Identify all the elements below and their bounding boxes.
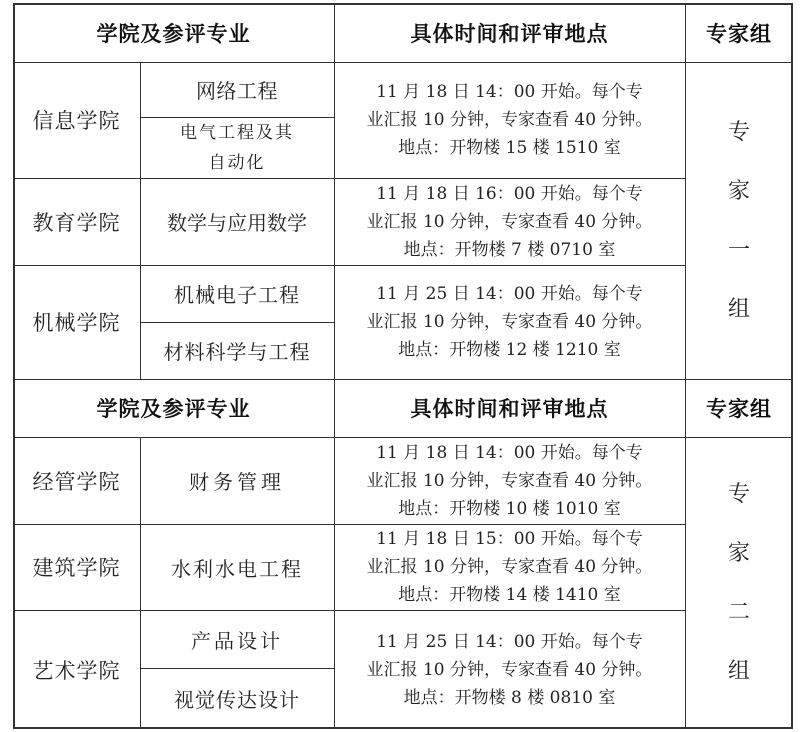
major-name: 机械电子工程 xyxy=(174,283,300,307)
group-char: 家 xyxy=(727,541,750,566)
major-name: 电气工程及其自动化 xyxy=(180,122,294,173)
review-schedule-table xyxy=(13,3,793,729)
header-college-major: 学院及参评专业 xyxy=(96,397,251,421)
college-name: 教育学院 xyxy=(32,210,121,235)
group-char: 组 xyxy=(727,296,750,322)
group-char: 一 xyxy=(727,237,750,263)
schedule-line: 地点：开物楼 12 楼 1210 室 xyxy=(398,340,621,360)
major-name: 财务管理 xyxy=(189,470,285,494)
schedule-line: 11 月 25 日 14：00 开始。每个专 xyxy=(376,284,643,304)
expert-group-one xyxy=(685,62,793,379)
schedule-line: 地点：开物楼 15 楼 1510 室 xyxy=(398,138,621,158)
college-name: 艺术学院 xyxy=(32,658,121,683)
schedule-line: 业汇报 10 分钟，专家查看 40 分钟。 xyxy=(366,470,653,491)
schedule-cell xyxy=(334,265,685,379)
college-name: 经管学院 xyxy=(32,469,121,494)
group-char: 专 xyxy=(727,482,750,507)
major-name: 产品设计 xyxy=(191,628,283,653)
major-name: 视觉传达设计 xyxy=(174,688,300,712)
header-college-major: 学院及参评专业 xyxy=(96,21,251,46)
expert-group-two xyxy=(685,437,793,729)
schedule-cell xyxy=(334,62,685,178)
group-char: 二 xyxy=(727,600,750,625)
major-name: 数学与应用数学 xyxy=(167,211,307,235)
schedule-line: 业汇报 10 分钟，专家查看 40 分钟。 xyxy=(366,312,653,332)
schedule-line: 11 月 18 日 14：00 开始。每个专 xyxy=(376,442,643,463)
schedule-line: 业汇报 10 分钟，专家查看 40 分钟。 xyxy=(366,110,653,130)
schedule-line: 11 月 18 日 15：00 开始。每个专 xyxy=(376,529,643,549)
group-char: 家 xyxy=(727,178,750,204)
schedule-line: 业汇报 10 分钟，专家查看 40 分钟。 xyxy=(366,659,653,680)
header-time-place: 具体时间和评审地点 xyxy=(410,21,609,46)
college-name: 建筑学院 xyxy=(32,556,121,580)
schedule-line: 业汇报 10 分钟，专家查看 40 分钟。 xyxy=(366,557,653,577)
schedule-line: 11 月 25 日 14：00 开始。每个专 xyxy=(376,631,643,652)
major-name: 材料科学与工程 xyxy=(163,340,311,364)
header-time-place: 具体时间和评审地点 xyxy=(410,397,609,421)
major-name: 水利水电工程 xyxy=(171,556,303,581)
college-name: 机械学院 xyxy=(32,311,121,335)
schedule-cell xyxy=(334,178,685,265)
schedule-line: 地点：开物楼 7 楼 0710 室 xyxy=(403,239,616,260)
schedule-line: 业汇报 10 分钟，专家查看 40 分钟。 xyxy=(366,211,653,232)
college-name: 信息学院 xyxy=(32,109,121,133)
group-char: 组 xyxy=(727,659,750,684)
schedule-cell xyxy=(334,437,685,524)
schedule-line: 地点：开物楼 8 楼 0810 室 xyxy=(403,687,616,708)
schedule-line: 11 月 18 日 16：00 开始。每个专 xyxy=(376,183,643,204)
header-group: 专家组 xyxy=(706,21,772,46)
major-name: 网络工程 xyxy=(196,79,278,103)
schedule-line: 地点：开物楼 14 楼 1410 室 xyxy=(398,585,621,605)
group-char: 专 xyxy=(727,119,750,145)
schedule-line: 地点：开物楼 10 楼 1010 室 xyxy=(398,498,621,519)
schedule-line: 11 月 18 日 14：00 开始。每个专 xyxy=(376,82,643,102)
schedule-cell xyxy=(334,610,685,729)
header-group: 专家组 xyxy=(706,397,772,421)
schedule-cell xyxy=(334,524,685,610)
